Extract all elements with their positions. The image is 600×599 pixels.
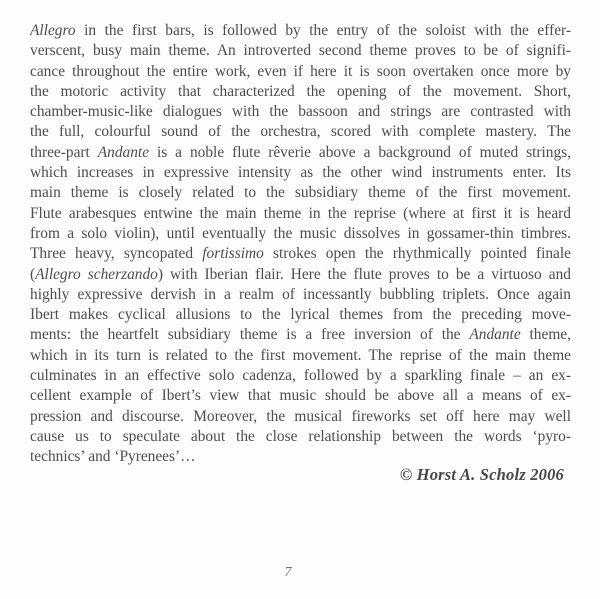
text-segment: cause us to speculate about the close relationship between the words ‘pyro- (30, 427, 571, 445)
text-line (30, 102, 571, 122)
text-line (30, 325, 571, 345)
text-line (30, 244, 571, 264)
text-line (30, 163, 571, 183)
text-line (30, 143, 571, 163)
text-segment: ( (30, 265, 36, 283)
text-line (30, 122, 571, 142)
text-segment: which in its turn is related to the first movement. The reprise of the main theme (30, 346, 571, 364)
text-segment: Three heavy, syncopated (30, 245, 203, 263)
italic-term: Andante (469, 326, 521, 344)
text-segment: theme, (520, 326, 571, 344)
text-segment: pression and discourse. Moreover, the musical fireworks set off here may well (30, 407, 571, 425)
text-line (30, 386, 571, 406)
text-segment: in the first bars, is followed by the entry of the soloist with the effer- (75, 22, 571, 39)
text-segment: from a solo violin), until eventually the music dissolves in gossamer-thin timbres. (30, 224, 571, 242)
text-segment: technics’ and ‘Pyrenees’… (30, 448, 196, 466)
text-segment: main theme is closely related to the subsidiary theme of the first movement. (30, 184, 571, 202)
text-line (30, 407, 571, 427)
text-segment: the motoric activity that characterized the opening of the movement. Short, (30, 82, 571, 100)
text-line (30, 366, 571, 386)
text-line (30, 62, 571, 82)
text-line (30, 204, 571, 224)
text-line (30, 21, 571, 41)
text-segment: culminates in an effective solo cadenza, followed by a sparkling finale – an ex- (30, 367, 571, 385)
italic-term: Allegro (30, 22, 76, 39)
text-segment: ) with Iberian flair. Here the flute proves to be a virtuoso and (157, 265, 571, 283)
text-segment: which increases in expressive intensity as the other wind instruments enter. Its (30, 164, 571, 182)
text-segment: chamber-music-like dialogues with the bassoon and strings are contrasted with (30, 103, 571, 121)
text-segment: is a noble flute rêverie above a background of muted strings, (149, 143, 571, 161)
page-number: 7 (284, 565, 292, 580)
author-credit: © Horst A. Scholz 2006 (399, 465, 564, 484)
text-segment: Flute arabesques entwine the main theme in the reprise (where at first it is heard (30, 204, 571, 222)
text-line (30, 224, 571, 244)
text-segment: the full, colourful sound of the orchestra, scored with complete mastery. The (30, 123, 571, 141)
italic-term: Allegro scherzando (35, 265, 158, 283)
text-segment: cance throughout the entire work, even if here it is soon overtaken once more by (30, 62, 571, 80)
text-segment: strokes open the rhythmically pointed finale (263, 245, 571, 263)
text-segment: Ibert makes cyclical allusions to the lyrical themes from the preceding move- (30, 306, 571, 324)
text-line (30, 183, 571, 203)
text-segment: ments: the heartfelt subsidiary theme is a free inversion of the (30, 326, 470, 344)
text-line (30, 82, 571, 102)
text-line (30, 41, 571, 61)
text-line (30, 346, 571, 366)
body-text (30, 21, 571, 468)
italic-term: fortissimo (202, 245, 264, 263)
text-line (30, 305, 571, 325)
text-segment: verscent, busy main theme. An introverted second theme proves to be of signifi- (30, 42, 571, 60)
text-line (30, 427, 571, 447)
text-segment: highly expressive dervish in a realm of incessantly bubbling triplets. Once again (30, 285, 571, 303)
text-segment: cellent example of Ibert’s view that music should be above all a means of ex- (30, 387, 571, 405)
text-line (30, 265, 571, 285)
text-line (30, 285, 571, 305)
text-segment: three-part (30, 143, 98, 161)
italic-term: Andante (97, 143, 150, 161)
